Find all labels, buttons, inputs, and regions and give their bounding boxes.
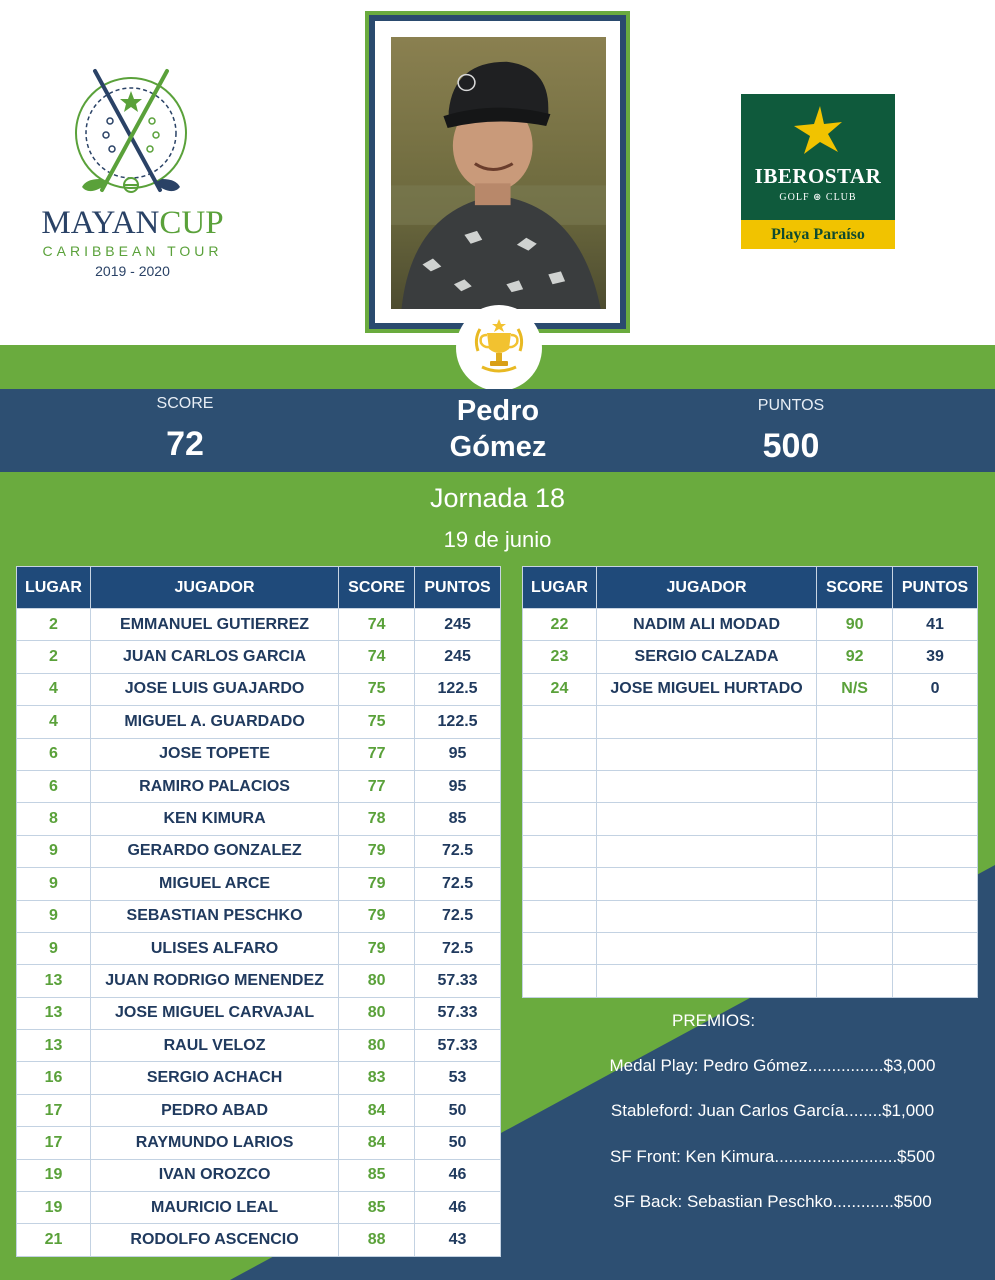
table-row bbox=[17, 1224, 501, 1256]
cell-puntos bbox=[893, 706, 978, 738]
cell-puntos: 72.5 bbox=[415, 868, 501, 900]
cell-lugar: 9 bbox=[17, 868, 91, 900]
round-date: 19 de junio bbox=[443, 527, 552, 552]
cell-lugar: 9 bbox=[17, 835, 91, 867]
table-row bbox=[523, 868, 978, 900]
winner-first-name: Pedro bbox=[456, 395, 540, 427]
cell-score: 77 bbox=[339, 738, 415, 770]
cell-score: 79 bbox=[339, 932, 415, 964]
cell-jugador: NADIM ALI MODAD bbox=[596, 609, 816, 641]
table-row bbox=[523, 835, 978, 867]
cell-puntos: 72.5 bbox=[415, 900, 501, 932]
cell-puntos: 57.33 bbox=[415, 965, 501, 997]
points-value: 500 bbox=[762, 427, 820, 465]
cell-lugar: 17 bbox=[17, 1127, 91, 1159]
cell-jugador: RAUL VELOZ bbox=[90, 1030, 338, 1062]
cell-puntos: 41 bbox=[893, 609, 978, 641]
cell-score: 80 bbox=[339, 965, 415, 997]
cell-puntos: 95 bbox=[415, 770, 501, 802]
iberostar-location: Playa Paraíso bbox=[741, 220, 895, 249]
iberostar-name: IBEROSTAR bbox=[754, 164, 882, 188]
cell-score: 88 bbox=[339, 1224, 415, 1256]
mayan-cup-title: MAYANCUP bbox=[41, 205, 224, 241]
cell-lugar: 9 bbox=[17, 932, 91, 964]
cell-puntos bbox=[893, 868, 978, 900]
cell-jugador: IVAN OROZCO bbox=[90, 1159, 338, 1191]
cell-puntos bbox=[893, 932, 978, 964]
star-icon bbox=[790, 104, 846, 160]
cell-puntos bbox=[893, 900, 978, 932]
cell-jugador: JOSE LUIS GUAJARDO bbox=[90, 673, 338, 705]
cell-score: 83 bbox=[339, 1062, 415, 1094]
table-row bbox=[523, 900, 978, 932]
cell-lugar: 13 bbox=[17, 1030, 91, 1062]
leaderboard-table-right bbox=[522, 566, 978, 998]
cell-jugador: MAURICIO LEAL bbox=[90, 1192, 338, 1224]
cell-score: 77 bbox=[339, 770, 415, 802]
cell-puntos: 53 bbox=[415, 1062, 501, 1094]
cell-jugador: SERGIO ACHACH bbox=[90, 1062, 338, 1094]
cell-puntos: 39 bbox=[893, 641, 978, 673]
cell-jugador bbox=[596, 803, 816, 835]
cell-jugador: SEBASTIAN PESCHKO bbox=[90, 900, 338, 932]
cell-puntos: 95 bbox=[415, 738, 501, 770]
prize-item: SF Front: Ken Kimura..........................$500 bbox=[609, 1147, 935, 1166]
cell-score: 78 bbox=[339, 803, 415, 835]
cell-jugador: ULISES ALFARO bbox=[90, 932, 338, 964]
cell-lugar: 16 bbox=[17, 1062, 91, 1094]
cell-jugador: RAMIRO PALACIOS bbox=[90, 770, 338, 802]
cell-jugador bbox=[596, 868, 816, 900]
cell-lugar: 21 bbox=[17, 1224, 91, 1256]
column-header-jugador: JUGADOR bbox=[90, 567, 338, 609]
cell-puntos bbox=[893, 965, 978, 997]
column-header-lugar: LUGAR bbox=[523, 567, 597, 609]
table-row bbox=[17, 706, 501, 738]
cell-lugar: 6 bbox=[17, 738, 91, 770]
column-header-score: SCORE bbox=[339, 567, 415, 609]
column-header-puntos: PUNTOS bbox=[415, 567, 501, 609]
table-row bbox=[17, 932, 501, 964]
cell-lugar: 22 bbox=[523, 609, 597, 641]
cell-puntos: 72.5 bbox=[415, 835, 501, 867]
cell-lugar: 4 bbox=[17, 706, 91, 738]
cell-lugar: 2 bbox=[17, 609, 91, 641]
cell-score bbox=[817, 932, 893, 964]
table-row bbox=[523, 609, 978, 641]
cell-jugador bbox=[596, 900, 816, 932]
crossed-golf-clubs-icon bbox=[20, 65, 245, 205]
cell-score: 92 bbox=[817, 641, 893, 673]
cell-jugador: MIGUEL A. GUARDADO bbox=[90, 706, 338, 738]
cell-score: 90 bbox=[817, 609, 893, 641]
table-row bbox=[17, 1062, 501, 1094]
cell-jugador bbox=[596, 835, 816, 867]
cell-puntos: 85 bbox=[415, 803, 501, 835]
cell-lugar: 19 bbox=[17, 1192, 91, 1224]
table-header-row bbox=[17, 567, 501, 609]
cell-score: 80 bbox=[339, 1030, 415, 1062]
cell-score: 84 bbox=[339, 1127, 415, 1159]
cell-jugador: GERARDO GONZALEZ bbox=[90, 835, 338, 867]
cell-puntos: 46 bbox=[415, 1192, 501, 1224]
iberostar-golf-club: GOLF ⊛ CLUB bbox=[779, 192, 857, 203]
cell-score: N/S bbox=[817, 673, 893, 705]
cell-puntos: 245 bbox=[415, 641, 501, 673]
prize-item: Stableford: Juan Carlos García........$1,000 bbox=[610, 1101, 935, 1120]
table-row bbox=[17, 1030, 501, 1062]
cell-lugar: 4 bbox=[17, 673, 91, 705]
cell-lugar: 24 bbox=[523, 673, 597, 705]
cell-jugador: RAYMUNDO LARIOS bbox=[90, 1127, 338, 1159]
cell-lugar: 23 bbox=[523, 641, 597, 673]
mayan-cup-logo bbox=[20, 65, 245, 285]
mayan-cup-subtitle: CARIBBEAN TOUR bbox=[42, 243, 223, 259]
cell-jugador bbox=[596, 932, 816, 964]
winner-last-name: Gómez bbox=[449, 431, 547, 463]
cell-score bbox=[817, 706, 893, 738]
cell-jugador bbox=[596, 706, 816, 738]
cell-jugador: PEDRO ABAD bbox=[90, 1094, 338, 1126]
cell-lugar bbox=[523, 900, 597, 932]
cell-puntos bbox=[893, 770, 978, 802]
cell-score bbox=[817, 738, 893, 770]
cell-lugar: 6 bbox=[17, 770, 91, 802]
table-row bbox=[17, 835, 501, 867]
table-row bbox=[17, 803, 501, 835]
cell-puntos: 57.33 bbox=[415, 1030, 501, 1062]
prizes-title: PREMIOS: bbox=[672, 1011, 756, 1030]
cell-jugador: JUAN RODRIGO MENENDEZ bbox=[90, 965, 338, 997]
table-row bbox=[17, 770, 501, 802]
cell-score: 75 bbox=[339, 673, 415, 705]
table-row bbox=[17, 1127, 501, 1159]
cell-score: 74 bbox=[339, 641, 415, 673]
cell-lugar: 13 bbox=[17, 965, 91, 997]
cell-puntos: 122.5 bbox=[415, 706, 501, 738]
cell-puntos: 72.5 bbox=[415, 932, 501, 964]
cell-jugador bbox=[596, 965, 816, 997]
column-header-lugar: LUGAR bbox=[17, 567, 91, 609]
table-row bbox=[523, 641, 978, 673]
cell-lugar: 13 bbox=[17, 997, 91, 1029]
cell-puntos: 50 bbox=[415, 1127, 501, 1159]
cell-lugar: 9 bbox=[17, 900, 91, 932]
cell-score bbox=[817, 868, 893, 900]
cell-lugar bbox=[523, 738, 597, 770]
cell-score: 85 bbox=[339, 1192, 415, 1224]
cell-jugador: RODOLFO ASCENCIO bbox=[90, 1224, 338, 1256]
cell-score: 74 bbox=[339, 609, 415, 641]
cell-score: 80 bbox=[339, 997, 415, 1029]
winner-photo bbox=[391, 37, 606, 309]
cell-jugador: KEN KIMURA bbox=[90, 803, 338, 835]
column-header-puntos: PUNTOS bbox=[893, 567, 978, 609]
cell-lugar: 19 bbox=[17, 1159, 91, 1191]
table-row bbox=[523, 673, 978, 705]
cell-lugar: 8 bbox=[17, 803, 91, 835]
table-row bbox=[17, 673, 501, 705]
table-row bbox=[17, 1094, 501, 1126]
cell-puntos: 46 bbox=[415, 1159, 501, 1191]
table-row bbox=[523, 706, 978, 738]
table-row bbox=[17, 609, 501, 641]
cell-score: 79 bbox=[339, 900, 415, 932]
winner-summary-band bbox=[0, 389, 995, 472]
table-header-row bbox=[523, 567, 978, 609]
iberostar-logo bbox=[741, 94, 895, 249]
cell-lugar bbox=[523, 868, 597, 900]
round-title: Jornada 18 bbox=[429, 483, 566, 513]
cell-puntos: 0 bbox=[893, 673, 978, 705]
cell-score: 85 bbox=[339, 1159, 415, 1191]
column-header-jugador: JUGADOR bbox=[596, 567, 816, 609]
cell-jugador: JOSE MIGUEL CARVAJAL bbox=[90, 997, 338, 1029]
cell-score bbox=[817, 900, 893, 932]
score-label: SCORE bbox=[156, 395, 214, 412]
score-value: 72 bbox=[166, 425, 204, 463]
cell-jugador: JOSE MIGUEL HURTADO bbox=[596, 673, 816, 705]
cell-score bbox=[817, 770, 893, 802]
cell-puntos: 245 bbox=[415, 609, 501, 641]
cell-score bbox=[817, 803, 893, 835]
table-row bbox=[17, 997, 501, 1029]
mayan-cup-season: 2019 - 2020 bbox=[95, 263, 170, 279]
cell-puntos bbox=[893, 803, 978, 835]
leaderboard-table-left bbox=[16, 566, 501, 1257]
cell-jugador: JUAN CARLOS GARCIA bbox=[90, 641, 338, 673]
cell-lugar bbox=[523, 706, 597, 738]
cell-jugador: JOSE TOPETE bbox=[90, 738, 338, 770]
table-row bbox=[17, 1159, 501, 1191]
cell-jugador: EMMANUEL GUTIERREZ bbox=[90, 609, 338, 641]
table-row bbox=[523, 932, 978, 964]
cell-jugador bbox=[596, 770, 816, 802]
cell-puntos: 57.33 bbox=[415, 997, 501, 1029]
cell-jugador: SERGIO CALZADA bbox=[596, 641, 816, 673]
cell-jugador: MIGUEL ARCE bbox=[90, 868, 338, 900]
cell-lugar bbox=[523, 803, 597, 835]
prize-item: Medal Play: Pedro Gómez................$3,000 bbox=[609, 1056, 936, 1075]
column-header-score: SCORE bbox=[817, 567, 893, 609]
cell-puntos bbox=[893, 738, 978, 770]
table-row bbox=[17, 641, 501, 673]
cell-score: 79 bbox=[339, 868, 415, 900]
trophy-icon bbox=[464, 313, 534, 383]
cell-lugar bbox=[523, 932, 597, 964]
table-row bbox=[523, 965, 978, 997]
table-row bbox=[17, 868, 501, 900]
points-label: PUNTOS bbox=[757, 397, 825, 414]
cell-lugar: 17 bbox=[17, 1094, 91, 1126]
cell-puntos: 122.5 bbox=[415, 673, 501, 705]
table-row bbox=[17, 900, 501, 932]
cell-score: 75 bbox=[339, 706, 415, 738]
table-row bbox=[17, 965, 501, 997]
cell-lugar bbox=[523, 835, 597, 867]
cell-puntos bbox=[893, 835, 978, 867]
trophy-badge bbox=[456, 305, 542, 391]
table-row bbox=[17, 738, 501, 770]
cell-score: 79 bbox=[339, 835, 415, 867]
cell-lugar: 2 bbox=[17, 641, 91, 673]
cell-score bbox=[817, 835, 893, 867]
winner-photo-frame bbox=[365, 11, 630, 333]
table-row bbox=[17, 1192, 501, 1224]
cell-lugar bbox=[523, 770, 597, 802]
cell-puntos: 50 bbox=[415, 1094, 501, 1126]
cell-jugador bbox=[596, 738, 816, 770]
prize-item: SF Back: Sebastian Peschko.............$500 bbox=[613, 1192, 932, 1211]
cell-score: 84 bbox=[339, 1094, 415, 1126]
cell-score bbox=[817, 965, 893, 997]
cell-puntos: 43 bbox=[415, 1224, 501, 1256]
cell-lugar bbox=[523, 965, 597, 997]
table-row bbox=[523, 738, 978, 770]
table-row bbox=[523, 770, 978, 802]
table-row bbox=[523, 803, 978, 835]
